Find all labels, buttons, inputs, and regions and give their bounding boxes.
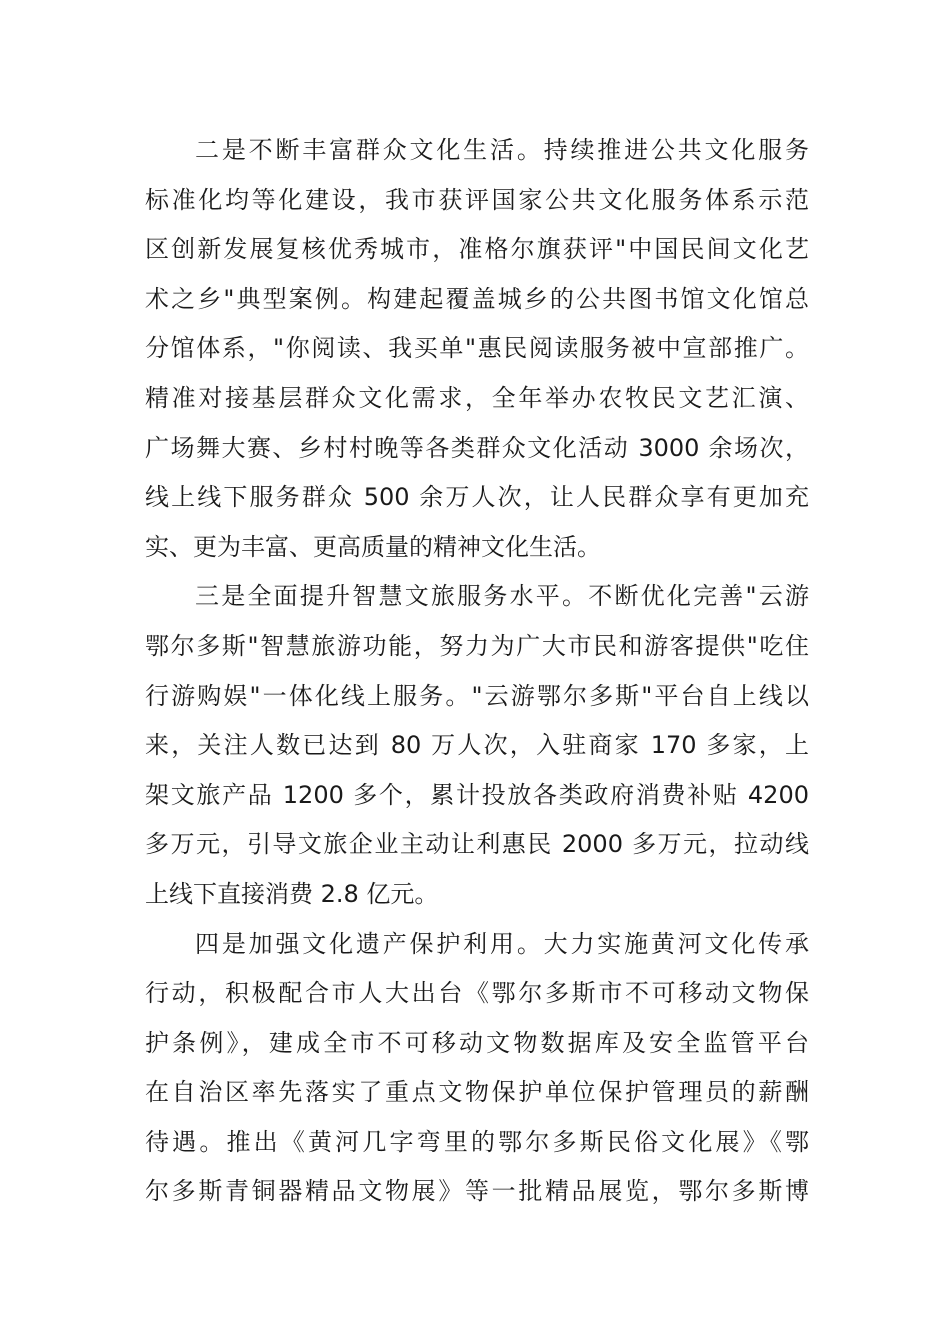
paragraph-line: 多万元，引导文旅企业主动让利惠民 2000 多万元，拉动线 bbox=[145, 830, 809, 859]
paragraph-line: 线上线下服务群众 500 余万人次，让人民群众享有更加充 bbox=[145, 483, 809, 512]
paragraph-line: 上线下直接消费 2.8 亿元。 bbox=[145, 879, 439, 908]
paragraph-line: 在自治区率先落实了重点文物保护单位保护管理员的薪酬 bbox=[145, 1078, 809, 1107]
paragraph-line: 三是全面提升智慧文旅服务水平。不断优化完善"云游 bbox=[195, 582, 809, 611]
paragraph-line: 广场舞大赛、乡村村晚等各类群众文化活动 3000 余场次， bbox=[145, 433, 809, 462]
paragraph-line: 行游购娱"一体化线上服务。"云游鄂尔多斯"平台自上线以 bbox=[145, 681, 809, 710]
paragraph-line: 鄂尔多斯"智慧旅游功能，努力为广大市民和游客提供"吃住 bbox=[145, 631, 809, 660]
paragraph-line: 尔多斯青铜器精品文物展》等一批精品展览，鄂尔多斯博 bbox=[145, 1177, 809, 1206]
paragraph-line: 区创新发展复核优秀城市，准格尔旗获评"中国民间文化艺 bbox=[145, 235, 809, 264]
paragraph-line: 架文旅产品 1200 多个，累计投放各类政府消费补贴 4200 bbox=[145, 780, 809, 809]
paragraph-line: 行动，积极配合市人大出台《鄂尔多斯市不可移动文物保 bbox=[145, 979, 809, 1008]
paragraph-line: 实、更为丰富、更高质量的精神文化生活。 bbox=[145, 532, 601, 561]
paragraph-line: 标准化均等化建设，我市获评国家公共文化服务体系示范 bbox=[145, 185, 809, 214]
paragraph-heritage bbox=[145, 920, 809, 1218]
paragraph-line: 待遇。推出《黄河几字弯里的鄂尔多斯民俗文化展》《鄂 bbox=[145, 1127, 809, 1156]
paragraph-line: 精准对接基层群众文化需求，全年举办农牧民文艺汇演、 bbox=[145, 383, 809, 412]
document-body bbox=[145, 126, 809, 1217]
paragraph-line: 术之乡"典型案例。构建起覆盖城乡的公共图书馆文化馆总 bbox=[145, 284, 809, 313]
paragraph-line: 二是不断丰富群众文化生活。持续推进公共文化服务 bbox=[195, 136, 809, 164]
paragraph-line: 护条例》，建成全市不可移动文物数据库及安全监管平台 bbox=[145, 1028, 809, 1057]
paragraph-line: 来，关注人数已达到 80 万人次，入驻商家 170 多家，上 bbox=[145, 731, 809, 760]
paragraph-line: 分馆体系，"你阅读、我买单"惠民阅读服务被中宣部推广。 bbox=[145, 334, 809, 363]
paragraph-line: 四是加强文化遗产保护利用。大力实施黄河文化传承 bbox=[195, 929, 809, 958]
paragraph-public-culture bbox=[145, 126, 809, 572]
paragraph-smart-tourism bbox=[145, 572, 809, 919]
